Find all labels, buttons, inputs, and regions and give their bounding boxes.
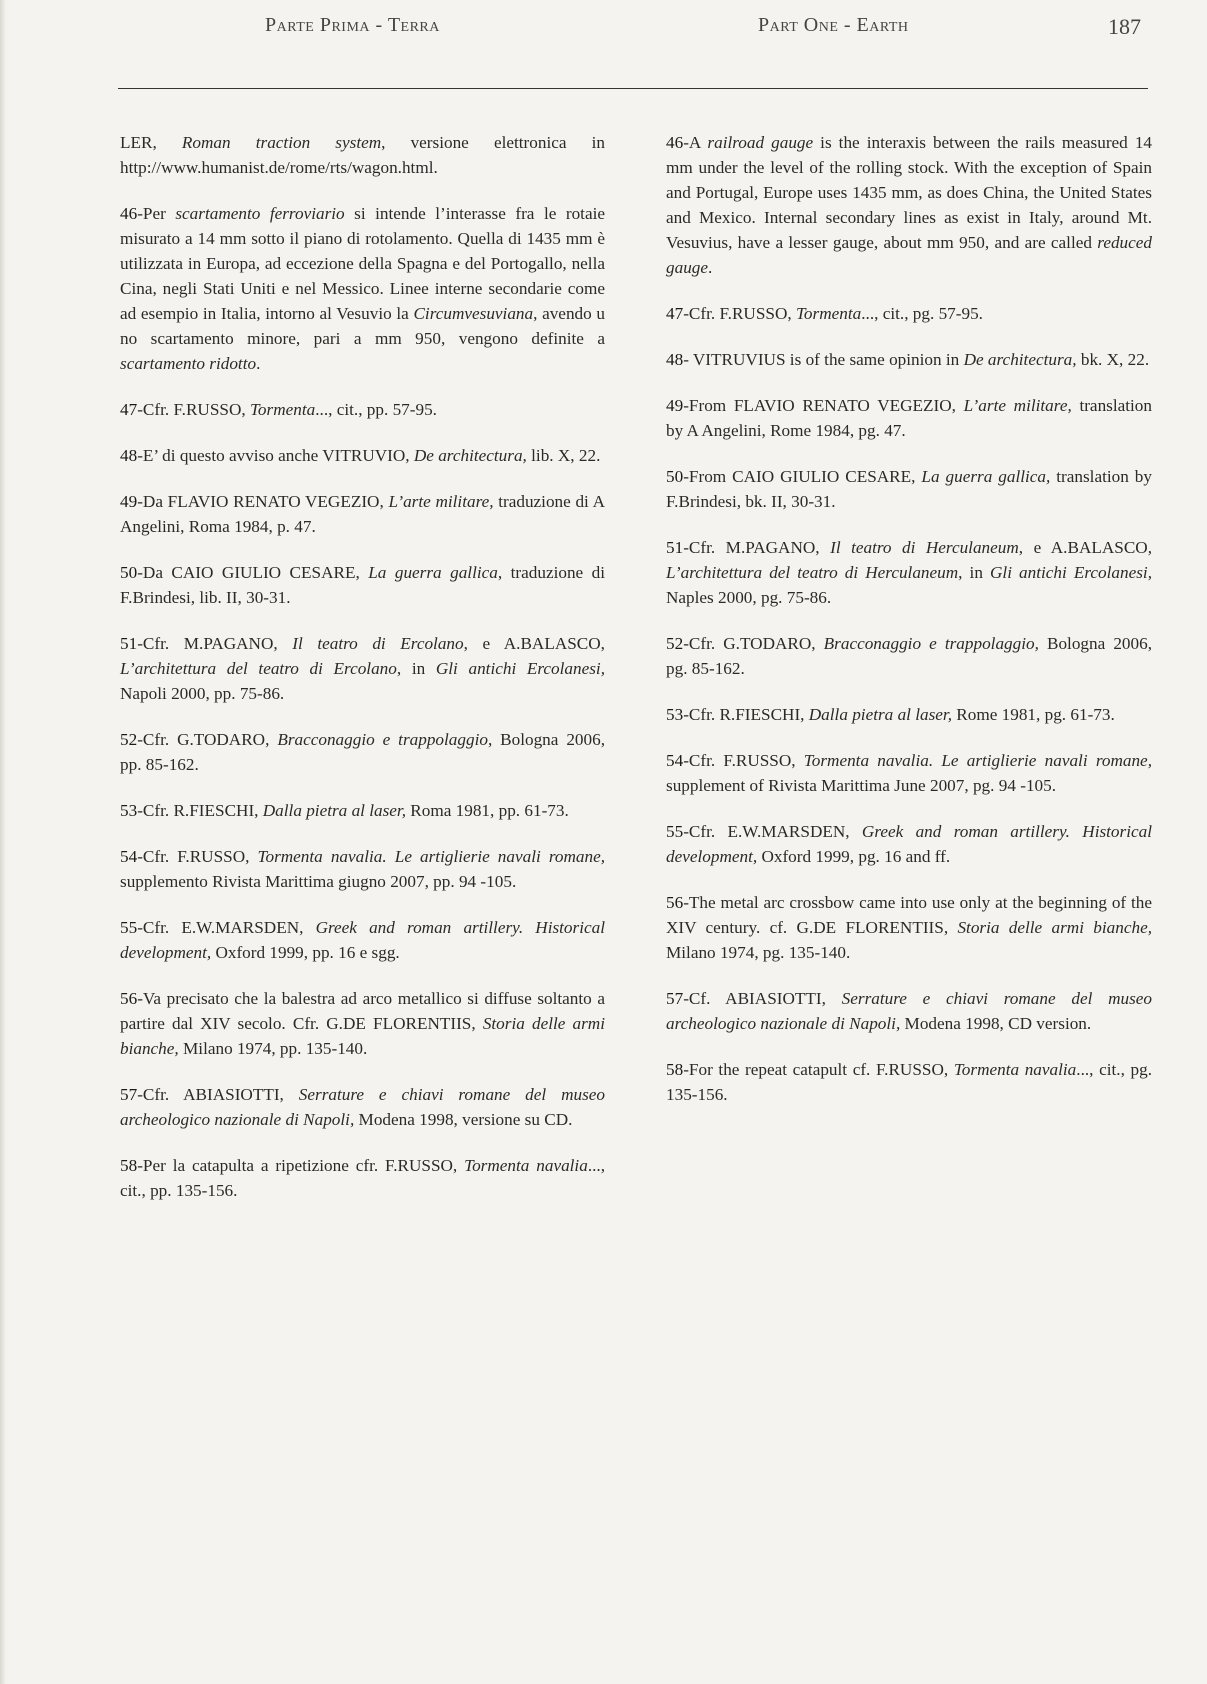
note-47-en: 47-Cfr. F.RUSSO, Tormenta..., cit., pg. 57-95. [666,304,983,323]
note-48-en: 48- VITRUVIUS is of the same opinion in De architectura, bk. X, 22. [666,350,1150,369]
header-rule [118,88,1148,89]
note-53-en: 53-Cfr. R.FIESCHI, Dalla pietra al laser, Rome 1981, pg. 61-73. [666,705,1115,724]
note-54-en: 54-Cfr. F.RUSSO, Tormenta navalia. Le artiglierie navali romane, supplement of Rivista Marittima June 2007, pg. 94 -105. [666,751,1152,795]
note-46: 46-Per scartamento ferroviario si intende l’interasse fra le rotaie misurato a 14 mm sotto il piano di rotolamento. Quella di 1435 mm è utilizzata in Europa, ad eccezione della Spagna e del Portogallo, nella Cina, negli Stati Uniti e nel Messico. Linee interne secondarie come ad esempio in Italia, intorno al Vesuvio la Circumvesuviana, avendo u no scartamento minore, pari a mm 950, vengono definite a scartamento ridotto. [120,204,605,373]
note-55: 55-Cfr. E.W.MARSDEN, Greek and roman artillery. Historical development, Oxford 1999, pp. 16 e sgg. [120,918,605,962]
running-header-left: Parte Prima - Terra [265,14,440,36]
note-52: 52-Cfr. G.TODARO, Bracconaggio e trappolaggio, Bologna 2006, pp. 85-162. [120,730,605,774]
note-53: 53-Cfr. R.FIESCHI, Dalla pietra al laser, Roma 1981, pp. 61-73. [120,801,569,820]
page-binding-edge [0,0,6,1684]
running-header-right: Part One - Earth [758,14,909,36]
note-56-en: 56-The metal arc crossbow came into use only at the beginning of the XIV century. cf. G.DE FLORENTIIS, Storia delle armi bianche, Milano 1974, pg. 135-140. [666,893,1152,962]
note-58: 58-Per la catapulta a ripetizione cfr. F.RUSSO, Tormenta navalia..., cit., pp. 135-156. [120,1156,605,1200]
page-number: 187 [1108,14,1141,39]
note-49: 49-Da FLAVIO RENATO VEGEZIO, L’arte militare, traduzione di A Angelini, Roma 1984, p. 47. [120,492,605,536]
note-50: 50-Da CAIO GIULIO CESARE, La guerra gallica, traduzione di F.Brindesi, lib. II, 30-31. [120,563,606,607]
note-52-en: 52-Cfr. G.TODARO, Bracconaggio e trappolaggio, Bologna 2006, pg. 85-162. [666,634,1152,678]
note-54: 54-Cfr. F.RUSSO, Tormenta navalia. Le artiglierie navali romane, supplemento Rivista Marittima giugno 2007, pp. 94 -105. [120,847,605,891]
notes-column-italian [120,130,605,1224]
note-47: 47-Cfr. F.RUSSO, Tormenta..., cit., pp. 57-95. [120,400,437,419]
note-50-en: 50-From CAIO GIULIO CESARE, La guerra gallica, translation by F.Brindesi, bk. II, 30-31. [666,467,1152,511]
note-58-en: 58-For the repeat catapult cf. F.RUSSO, Tormenta navalia..., cit., pg. 135-156. [666,1060,1152,1104]
note-51: 51-Cfr. M.PAGANO, Il teatro di Ercolano, e A.BALASCO, L’architettura del teatro di Ercolano, in Gli antichi Ercolanesi, Napoli 2000, pp. 75-86. [120,634,605,703]
notes-column-english [666,130,1152,1128]
note-51-en: 51-Cfr. M.PAGANO, Il teatro di Herculaneum, e A.BALASCO, L’architettura del teatro di Herculaneum, in Gli antichi Ercolanesi, Naples 2000, pg. 75-86. [666,538,1152,607]
note-57: 57-Cfr. ABIASIOTTI, Serrature e chiavi romane del museo archeologico nazionale di Napoli, Modena 1998, versione su CD. [120,1085,605,1129]
note-57-en: 57-Cf. ABIASIOTTI, Serrature e chiavi romane del museo archeologico nazionale di Napoli, Modena 1998, CD version. [666,989,1153,1033]
note-continuation: LER, Roman traction system, versione elettronica in http://www.humanist.de/rome/rts/wagon.html. [120,133,605,177]
note-56: 56-Va precisato che la balestra ad arco metallico si diffuse soltanto a partire dal XIV secolo. Cfr. G.DE FLORENTIIS, Storia delle armi bianche, Milano 1974, pp. 135-140. [120,989,605,1058]
note-49-en: 49-From FLAVIO RENATO VEGEZIO, L’arte militare, translation by A Angelini, Rome 1984, pg. 47. [666,396,1152,440]
note-46-en: 46-A railroad gauge is the interaxis between the rails measured 14 mm under the level of the rolling stock. With the exception of Spain and Portugal, Europe uses 1435 mm, as does China, the United States and Mexico. Internal secondary lines as exist in Italy, around Mt. Vesuvius, have a lesser gauge, about mm 950, and are called reduced gauge. [666,133,1153,277]
note-55-en: 55-Cfr. E.W.MARSDEN, Greek and roman artillery. Historical development, Oxford 1999, pg. 16 and ff. [666,822,1152,866]
note-48: 48-E’ di questo avviso anche VITRUVIO, De architectura, lib. X, 22. [120,446,601,465]
